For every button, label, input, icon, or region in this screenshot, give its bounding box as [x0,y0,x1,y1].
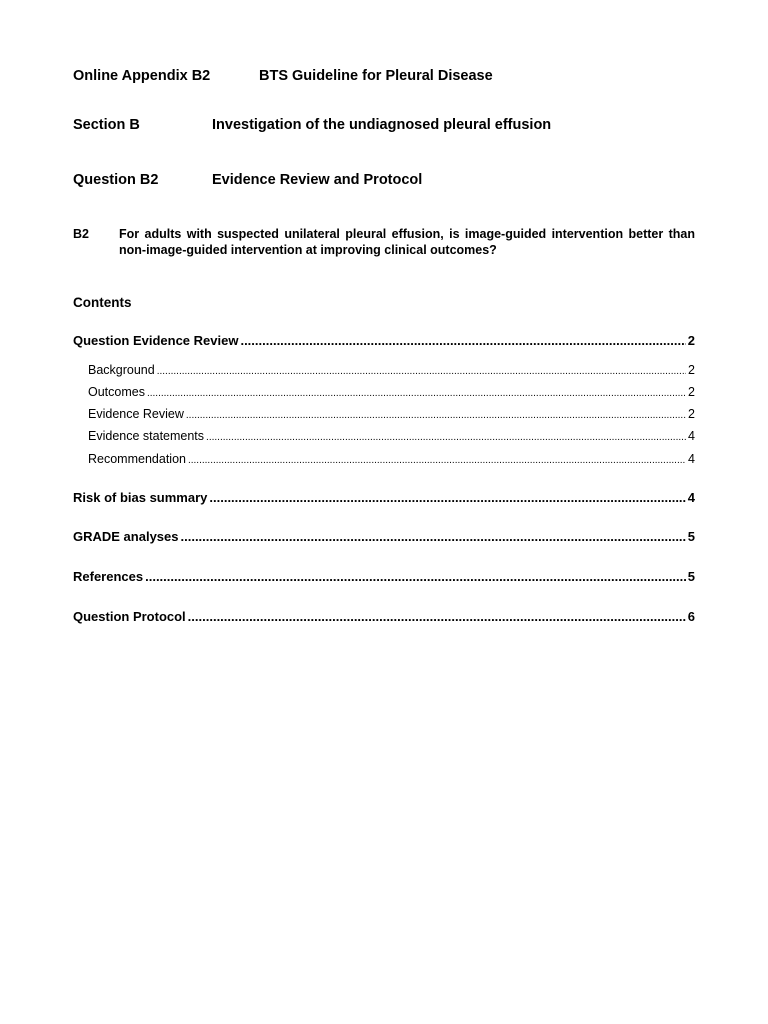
question-id: B2 [73,227,89,241]
appendix-title: BTS Guideline for Pleural Disease [259,68,493,84]
section-title: Investigation of the undiagnosed pleural effusion [212,117,552,133]
toc-dot-leader [209,490,685,505]
toc-dot-leader [145,569,686,584]
toc-entry-page: 5 [687,569,695,584]
toc-entry-title: Question Protocol [73,609,186,624]
toc-entry-outcomes[interactable] [88,385,695,399]
toc-entry-page: 5 [687,529,695,544]
section-label: Section B [73,117,140,133]
toc-entry-page: 2 [688,363,695,377]
toc-entry-evidence-statements[interactable] [88,429,695,443]
toc-entry-page: 2 [688,407,695,421]
toc-entry-question-protocol[interactable] [73,609,695,624]
toc-dot-leader [186,410,686,421]
toc-entry-references[interactable] [73,569,695,584]
toc-dot-leader [157,366,686,377]
contents-heading: Contents [73,295,132,310]
toc-entry-recommendation[interactable] [88,452,695,466]
toc-entry-page: 4 [688,452,695,466]
toc-dot-leader [188,609,686,624]
toc-entry-page: 4 [688,429,695,443]
toc-entry-background[interactable] [88,363,695,377]
appendix-label: Online Appendix B2 [73,68,211,84]
toc-entry-page: 2 [688,385,695,399]
question-text: For adults with suspected unilateral pleural effusion, is image-guided intervention better than non-image-guided intervention at improving clinical outcomes? [119,227,695,257]
toc-entry-title: Risk of bias summary [73,490,208,505]
toc-entry-risk-of-bias-summary[interactable] [73,490,695,505]
toc-entry-title: GRADE analyses [73,529,179,544]
toc-dot-leader [147,388,686,399]
toc-entry-page: 4 [687,490,695,505]
question-label: Question B2 [73,172,159,188]
toc-entry-grade-analyses[interactable] [73,529,695,544]
toc-entry-title: Recommendation [88,452,186,466]
toc-entry-title: Evidence Review [88,407,184,421]
toc-entry-title: References [73,569,144,584]
toc-entry-page: 6 [687,609,695,624]
toc-entry-title: Outcomes [88,385,145,399]
toc-entry-title: Question Evidence Review [73,333,239,348]
toc-entry-title: Evidence statements [88,429,205,443]
toc-entry-title: Background [88,363,155,377]
toc-dot-leader [181,529,686,544]
toc-entry-page: 2 [687,333,695,348]
toc-entry-question-evidence-review[interactable] [73,333,695,348]
toc-dot-leader [206,432,686,443]
toc-dot-leader [188,455,686,466]
toc-entry-evidence-review[interactable] [88,407,695,421]
question-title: Evidence Review and Protocol [212,172,423,188]
toc-dot-leader [240,333,685,348]
